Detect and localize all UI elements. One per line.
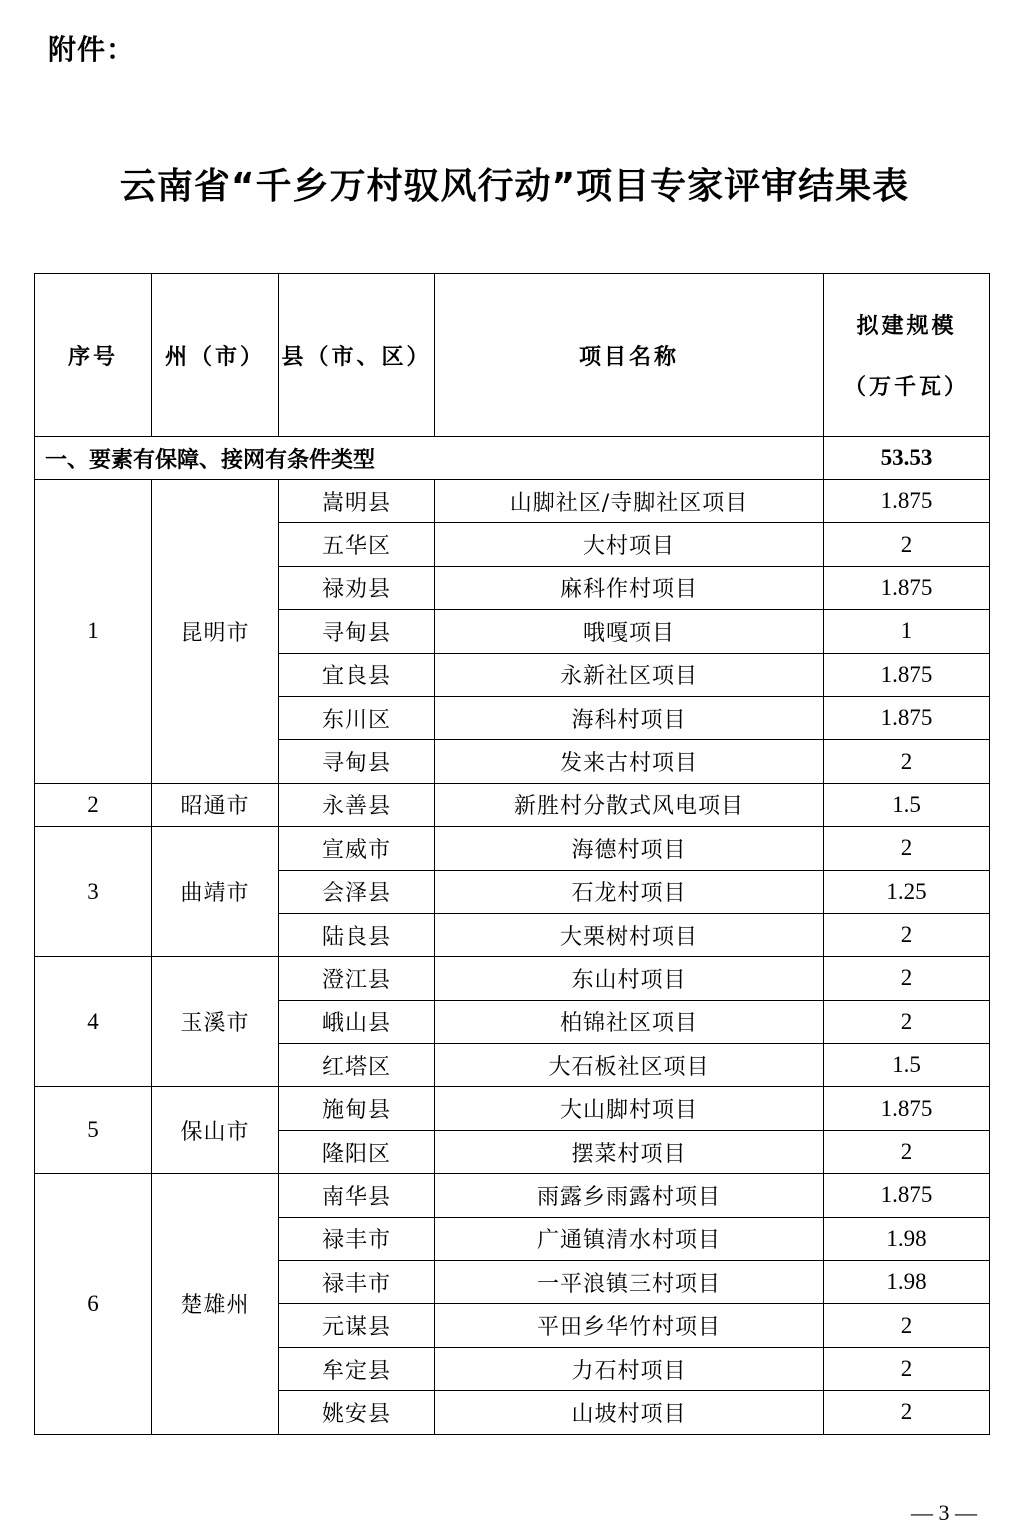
seq-cell: 3 bbox=[35, 827, 152, 957]
project-cell: 大石板社区项目 bbox=[435, 1044, 824, 1087]
scale-cell: 1.875 bbox=[824, 566, 990, 609]
county-cell: 陆良县 bbox=[279, 913, 435, 956]
scale-cell: 1.5 bbox=[824, 1044, 990, 1087]
category-total: 53.53 bbox=[824, 437, 990, 480]
county-cell: 寻甸县 bbox=[279, 740, 435, 783]
county-cell: 隆阳区 bbox=[279, 1130, 435, 1173]
county-cell: 五华区 bbox=[279, 523, 435, 566]
county-cell: 元谋县 bbox=[279, 1304, 435, 1347]
header-prefecture: 州（市） bbox=[152, 274, 279, 437]
scale-cell: 2 bbox=[824, 740, 990, 783]
county-cell: 姚安县 bbox=[279, 1391, 435, 1434]
project-cell: 麻科作村项目 bbox=[435, 566, 824, 609]
header-scale-line2: （万千瓦） bbox=[843, 375, 969, 400]
project-cell: 柏锦社区项目 bbox=[435, 1000, 824, 1043]
county-cell: 东川区 bbox=[279, 696, 435, 739]
project-cell: 石龙村项目 bbox=[435, 870, 824, 913]
county-cell: 牟定县 bbox=[279, 1347, 435, 1390]
prefecture-cell: 昭通市 bbox=[152, 783, 279, 826]
prefecture-cell: 保山市 bbox=[152, 1087, 279, 1174]
seq-cell: 6 bbox=[35, 1174, 152, 1434]
category-label: 一、要素有保障、接网有条件类型 bbox=[35, 437, 824, 480]
results-table bbox=[34, 273, 990, 1435]
scale-cell: 2 bbox=[824, 913, 990, 956]
scale-cell: 1.875 bbox=[824, 1087, 990, 1130]
project-cell: 大村项目 bbox=[435, 523, 824, 566]
seq-cell: 2 bbox=[35, 783, 152, 826]
county-cell: 施甸县 bbox=[279, 1087, 435, 1130]
category-row bbox=[35, 437, 990, 480]
project-cell: 雨露乡雨露村项目 bbox=[435, 1174, 824, 1217]
header-county: 县（市、区） bbox=[279, 274, 435, 437]
scale-cell: 2 bbox=[824, 1304, 990, 1347]
table-row bbox=[35, 783, 990, 826]
seq-cell: 1 bbox=[35, 480, 152, 784]
project-cell: 新胜村分散式风电项目 bbox=[435, 783, 824, 826]
project-cell: 东山村项目 bbox=[435, 957, 824, 1000]
prefecture-cell: 曲靖市 bbox=[152, 827, 279, 957]
project-cell: 永新社区项目 bbox=[435, 653, 824, 696]
scale-cell: 1.875 bbox=[824, 480, 990, 523]
header-row bbox=[35, 274, 990, 437]
attachment-label: 附件： bbox=[48, 33, 136, 66]
county-cell: 南华县 bbox=[279, 1174, 435, 1217]
prefecture-cell: 玉溪市 bbox=[152, 957, 279, 1087]
scale-cell: 2 bbox=[824, 1130, 990, 1173]
prefecture-cell: 昆明市 bbox=[152, 480, 279, 784]
county-cell: 澄江县 bbox=[279, 957, 435, 1000]
county-cell: 永善县 bbox=[279, 783, 435, 826]
seq-cell: 4 bbox=[35, 957, 152, 1087]
county-cell: 寻甸县 bbox=[279, 610, 435, 653]
project-cell: 摆菜村项目 bbox=[435, 1130, 824, 1173]
scale-cell: 2 bbox=[824, 827, 990, 870]
scale-cell: 1.875 bbox=[824, 653, 990, 696]
header-seq: 序号 bbox=[35, 274, 152, 437]
table-row bbox=[35, 957, 990, 1000]
seq-cell: 5 bbox=[35, 1087, 152, 1174]
county-cell: 峨山县 bbox=[279, 1000, 435, 1043]
scale-cell: 2 bbox=[824, 1391, 990, 1434]
table-row bbox=[35, 1174, 990, 1217]
project-cell: 广通镇清水村项目 bbox=[435, 1217, 824, 1260]
project-cell: 海德村项目 bbox=[435, 827, 824, 870]
project-cell: 大栗树村项目 bbox=[435, 913, 824, 956]
project-cell: 力石村项目 bbox=[435, 1347, 824, 1390]
header-scale-line1: 拟建规模 bbox=[856, 314, 957, 339]
scale-cell: 1.98 bbox=[824, 1217, 990, 1260]
project-cell: 山脚社区/寺脚社区项目 bbox=[435, 480, 824, 523]
county-cell: 嵩明县 bbox=[279, 480, 435, 523]
scale-cell: 1.5 bbox=[824, 783, 990, 826]
scale-cell: 2 bbox=[824, 957, 990, 1000]
prefecture-cell: 楚雄州 bbox=[152, 1174, 279, 1434]
county-cell: 红塔区 bbox=[279, 1044, 435, 1087]
scale-cell: 2 bbox=[824, 1000, 990, 1043]
county-cell: 会泽县 bbox=[279, 870, 435, 913]
scale-cell: 2 bbox=[824, 523, 990, 566]
county-cell: 禄丰市 bbox=[279, 1217, 435, 1260]
project-cell: 一平浪镇三村项目 bbox=[435, 1261, 824, 1304]
project-cell: 海科村项目 bbox=[435, 696, 824, 739]
scale-cell: 1 bbox=[824, 610, 990, 653]
county-cell: 宜良县 bbox=[279, 653, 435, 696]
table-row bbox=[35, 827, 990, 870]
scale-cell: 1.25 bbox=[824, 870, 990, 913]
header-scale bbox=[824, 274, 990, 437]
project-cell: 发来古村项目 bbox=[435, 740, 824, 783]
scale-cell: 1.875 bbox=[824, 696, 990, 739]
header-project: 项目名称 bbox=[435, 274, 824, 437]
project-cell: 山坡村项目 bbox=[435, 1391, 824, 1434]
project-cell: 平田乡华竹村项目 bbox=[435, 1304, 824, 1347]
table-row bbox=[35, 1087, 990, 1130]
scale-cell: 1.98 bbox=[824, 1261, 990, 1304]
county-cell: 禄劝县 bbox=[279, 566, 435, 609]
project-cell: 哦嘎项目 bbox=[435, 610, 824, 653]
document-title: 云南省“千乡万村驭风行动”项目专家评审结果表 bbox=[119, 166, 910, 207]
scale-cell: 2 bbox=[824, 1347, 990, 1390]
county-cell: 禄丰市 bbox=[279, 1261, 435, 1304]
page-number: — 3 — bbox=[911, 1500, 977, 1525]
county-cell: 宣威市 bbox=[279, 827, 435, 870]
scale-cell: 1.875 bbox=[824, 1174, 990, 1217]
table-row bbox=[35, 480, 990, 523]
project-cell: 大山脚村项目 bbox=[435, 1087, 824, 1130]
